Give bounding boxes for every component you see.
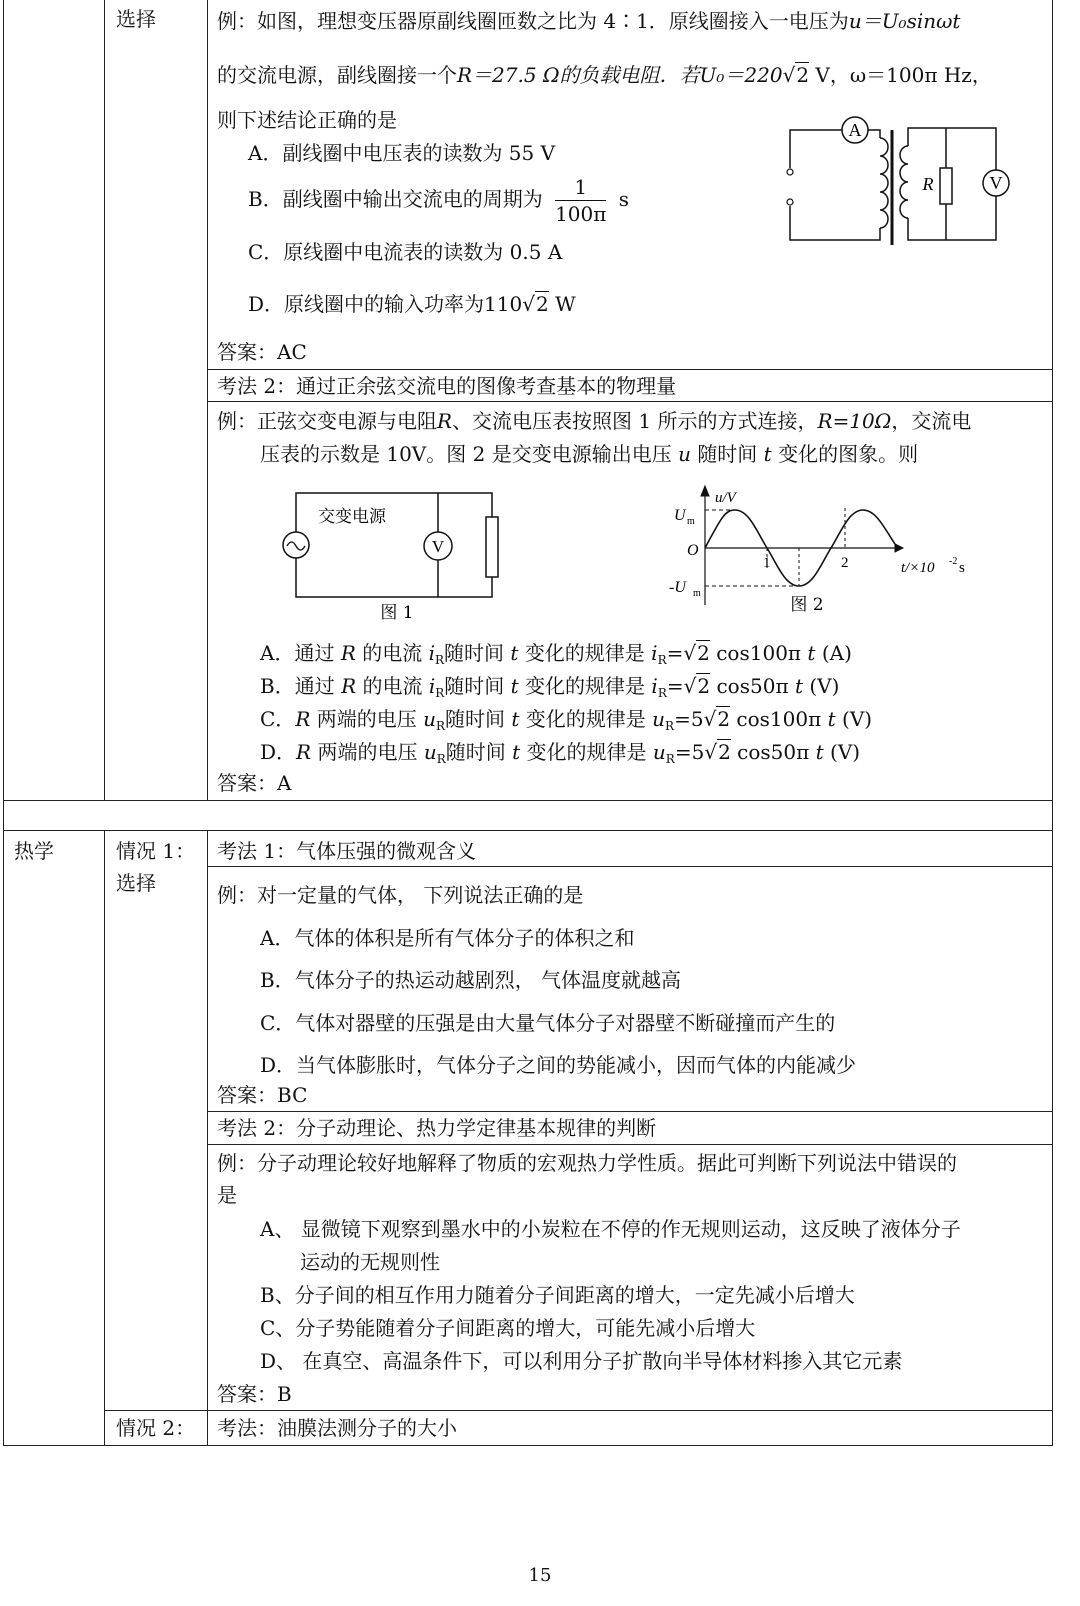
transformer-diagram <box>780 110 1020 250</box>
thermo-method1-title: 考法 1：气体压强的微观含义 <box>217 839 477 863</box>
row-line-method2 <box>207 369 1052 370</box>
example1-option-a: A．副线圈中电压表的读数为 55 V <box>248 141 556 165</box>
fig2-um-label: U <box>674 507 686 524</box>
example2-option-c: C．R 两端的电压 $u_R$随时间 t 变化的规律是 $u_R=5√2$ cos100π t (V) <box>260 707 873 733</box>
example2-option-b: B．通过 R 的电流 $i_R$随时间 t 变化的规律是 $i_R=√2$ cos50π t (V) <box>260 674 840 700</box>
thermo-example2-stem-line1: 例：分子动理论较好地解释了物质的宏观热力学性质。据此可判断下列说法中错误的 <box>217 1151 957 1175</box>
fig2-yaxis-label: u/V <box>715 490 736 506</box>
page-number: 15 <box>528 1565 552 1586</box>
case1-label-line2: 选择 <box>116 871 156 895</box>
table-right-border <box>1052 0 1053 1446</box>
fig2-neg-um-sub: m <box>693 588 701 599</box>
row-line-thermo-method2 <box>207 1111 1052 1112</box>
thermo-example2-option-a-line2: 运动的无规则性 <box>300 1250 440 1274</box>
period-fraction: $\frac{1}{100\pi}$ <box>555 175 607 226</box>
thermo-example2-option-a-line1: A、 显微镜下观察到墨水中的小炭粒在不停的作无规则运动，这反映了液体分子 <box>260 1217 961 1241</box>
row-line-thermo-method1 <box>207 866 1052 867</box>
row-line-example2 <box>207 401 1052 402</box>
ammeter-label: A <box>848 120 862 140</box>
thermo-example1-answer: 答案：BC <box>217 1083 308 1107</box>
example1-answer: 答案：AC <box>217 340 307 364</box>
row-line-section-end <box>3 800 1052 801</box>
row-line-case2 <box>104 1410 1052 1411</box>
table-col-divider-1 <box>104 0 105 800</box>
example1-option-d: D．原线圈中的输入功率为110√2 W <box>248 292 576 316</box>
method2-title: 考法 2：通过正余弦交流电的图像考查基本的物理量 <box>217 374 677 398</box>
thermo-method2-title: 考法 2：分子动理论、热力学定律基本规律的判断 <box>217 1116 657 1140</box>
resistor-label: R <box>922 174 934 194</box>
example2-answer: 答案：A <box>217 771 292 795</box>
example1-line3: 则下述结论正确的是 <box>217 108 397 132</box>
fig2-um-sub: m <box>687 516 695 527</box>
example1-option-c: C．原线圈中电流表的读数为 0.5 A <box>248 240 563 264</box>
fig1-voltmeter-label: V <box>431 537 445 556</box>
case1-label-line1: 情况 1： <box>116 839 196 863</box>
case2-label: 情况 2： <box>116 1416 196 1440</box>
example1-option-b: B．副线圈中输出交流电的周期为 $\frac{1}{100\pi}$ s <box>248 175 630 226</box>
thermo-example2-stem-line2: 是 <box>217 1183 237 1207</box>
fig2-tick-1: 1 <box>763 555 771 571</box>
thermo-example1-option-d: D．当气体膨胀时，气体分子之间的势能减小，因而气体的内能减少 <box>260 1053 857 1077</box>
table-col-divider-1b <box>104 830 105 1446</box>
thermo-example1-option-a: A．气体的体积是所有气体分子的体积之和 <box>260 926 635 950</box>
case2-method-title: 考法：油膜法测分子的大小 <box>217 1416 457 1440</box>
table-col-divider-2 <box>207 0 208 800</box>
fig1-caption: 图 1 <box>380 603 414 623</box>
example2-line2: 压表的示数是 10V。图 2 是交变电源输出电压 u 随时间 t 变化的图象。则 <box>260 442 919 466</box>
fig2-xaxis-exp: -2 <box>949 556 958 567</box>
table-bottom-border <box>3 1445 1052 1446</box>
example2-option-a: A．通过 R 的电流 $i_R$随时间 t 变化的规律是 $i_R=√2$ cos100π t (A) <box>260 641 852 667</box>
figure1-circuit <box>280 485 510 625</box>
thermo-example1-stem: 例：对一定量的气体， 下列说法正确的是 <box>217 883 584 907</box>
subject-thermo: 热学 <box>14 839 54 863</box>
example2-option-d: D．R 两端的电压 $u_R$随时间 t 变化的规律是 $u_R=5√2$ cos50π t (V) <box>260 740 861 766</box>
thermo-example2-option-b: B、分子间的相互作用力随着分子间距离的增大，一定先减小后增大 <box>260 1283 855 1307</box>
fig2-tick-2: 2 <box>841 555 849 571</box>
fig1-source-label: 交变电源 <box>318 507 386 527</box>
fig2-xaxis-unit: s <box>959 560 965 576</box>
fig2-xaxis-label: t/×10 <box>901 560 935 576</box>
voltmeter-label: V <box>989 173 1003 193</box>
fig2-origin-label: O <box>687 542 699 559</box>
table-col-divider-2b <box>207 830 208 1446</box>
category-label-choice: 选择 <box>116 7 156 31</box>
row-line-thermo-start <box>3 830 1052 831</box>
thermo-example2-answer: 答案：B <box>217 1382 292 1406</box>
row-line-thermo-example2 <box>207 1144 1052 1145</box>
figure2-graph <box>665 480 985 620</box>
example2-line1: 例：正弦交变电源与电阻R、交流电压表按照图 1 所示的方式连接，R=10Ω，交流电 <box>217 409 972 433</box>
example1-line1: 例：如图，理想变压器原副线圈匝数之比为 4∶1．原线圈接入一电压为u＝U₀sinωt <box>217 9 961 33</box>
fig2-caption: 图 2 <box>790 595 824 615</box>
thermo-example2-option-d: D、 在真空、高温条件下，可以利用分子扩散向半导体材料掺入其它元素 <box>260 1349 903 1373</box>
example1-line2: 的交流电源，副线圈接一个R＝27.5 Ω的负载电阻．若U₀＝220√2 V，ω＝100π Hz， <box>217 63 992 87</box>
fig2-neg-um-label: -U <box>669 579 686 596</box>
thermo-example2-option-c: C、分子势能随着分子间距离的增大，可能先减小后增大 <box>260 1316 756 1340</box>
thermo-example1-option-c: C．气体对器壁的压强是由大量气体分子对器壁不断碰撞而产生的 <box>260 1011 836 1035</box>
table-left-border <box>3 0 4 1446</box>
thermo-example1-option-b: B．气体分子的热运动越剧烈， 气体温度就越高 <box>260 968 682 992</box>
